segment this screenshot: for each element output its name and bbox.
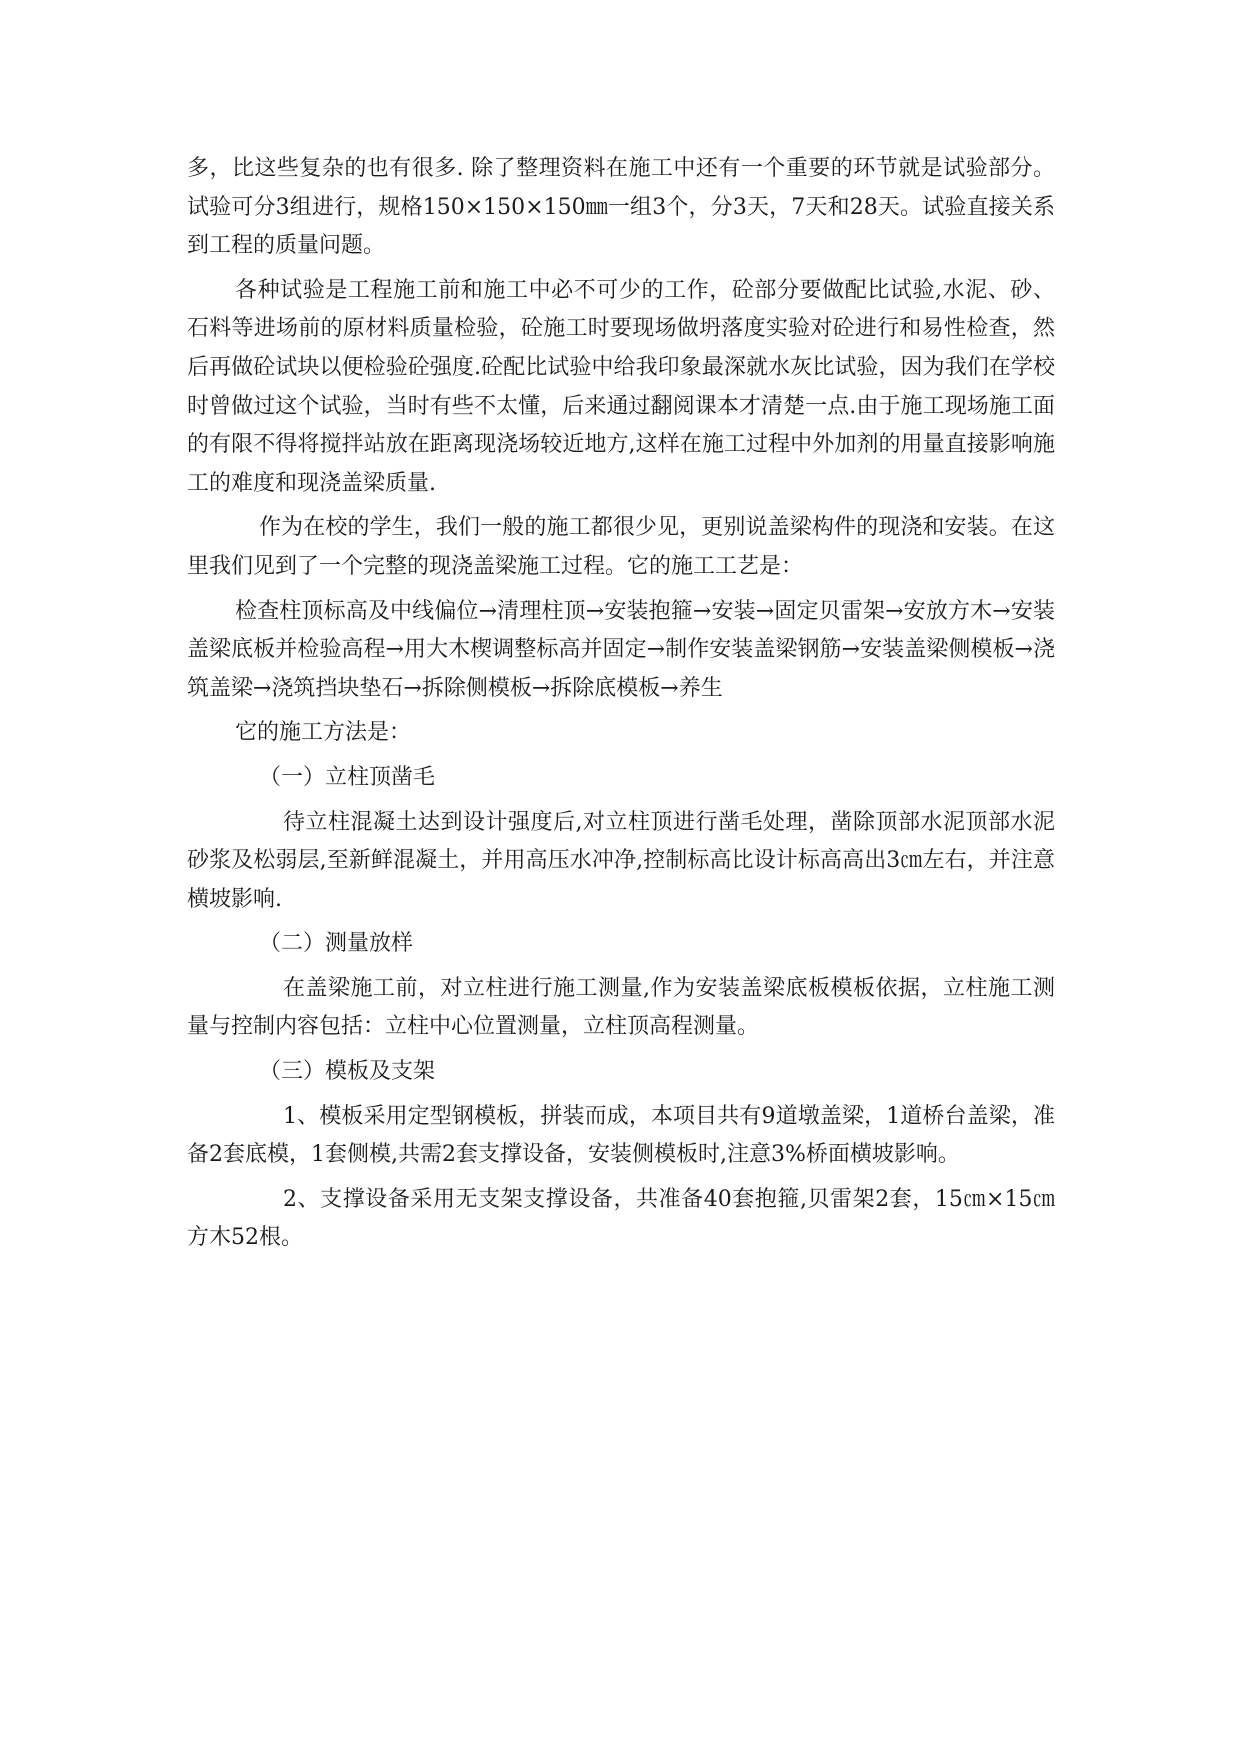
section-heading-3: （三）模板及支架 [259, 1059, 436, 1085]
paragraph-method-intro: 它的施工方法是： [235, 720, 412, 746]
paragraph-section-3-item-2: 2、支撑设备采用无支架支撑设备，共准备40套抱箍,贝雷架2套，15㎝×15㎝方木52根。 [187, 1186, 1055, 1251]
paragraph-section-1: 待立柱混凝土达到设计强度后,对立柱顶进行凿毛处理，凿除顶部水泥顶部水泥砂浆及松弱层,至新鲜混凝土，并用高压水冲净,控制标高比设计标高高出3㎝左右，并注意横坡影响. [187, 809, 1055, 912]
paragraph-test-details: 各种试验是工程施工前和施工中必不可少的工作，砼部分要做配比试验,水泥、砂、石料等进场前的原材料质量检验，砼施工时要现场做坍落度实验对砼进行和易性检查，然后再做砼试块以便检验砼强度.砼配比试验中给我印象最深就水灰比试验，因为我们在学校时曾做过这个试验，当时有些不太懂，后来通过翻阅课本才清楚一点.由于施工现场施工面的有限不得将搅拌站放在距离现浇场较近地方,这样在施工过程中外加剂的用量直接影响施工的难度和现浇盖梁质量. [187, 277, 1055, 496]
section-heading-1: （一）立柱顶凿毛 [259, 764, 436, 790]
paragraph-capbeam-intro: 作为在校的学生，我们一般的施工都很少见，更别说盖梁构件的现浇和安装。在这里我们见到了一个完整的现浇盖梁施工过程。它的施工工艺是： [187, 515, 1055, 579]
document-page [187, 150, 1055, 1264]
paragraph-section-3-item-1: 1、模板采用定型钢模板，拼装而成，本项目共有9道墩盖梁，1道桥台盖梁，准备2套底模，1套侧模,共需2套支撑设备，安装侧模板时,注意3%桥面横坡影响。 [187, 1103, 1055, 1168]
paragraph-process-flow: 检查柱顶标高及中线偏位→清理柱顶→安装抱箍→安装→固定贝雷架→安放方木→安装盖梁底板并检验高程→用大木楔调整标高并固定→制作安装盖梁钢筋→安装盖梁侧模板→浇筑盖梁→浇筑挡块垫石→拆除侧模板→拆除底模板→养生 [187, 598, 1055, 701]
section-heading-2: （二）测量放样 [259, 931, 414, 957]
paragraph-test-overview: 多，比这些复杂的也有很多. 除了整理资料在施工中还有一个重要的环节就是试验部分。试验可分3组进行，规格150×150×150㎜一组3个，分3天，7天和28天。试验直接关系到工程的质量问题。 [187, 156, 1055, 259]
paragraph-section-2: 在盖梁施工前，对立柱进行施工测量,作为安装盖梁底板模板依据，立柱施工测量与控制内容包括：立柱中心位置测量，立柱顶高程测量。 [187, 975, 1055, 1040]
